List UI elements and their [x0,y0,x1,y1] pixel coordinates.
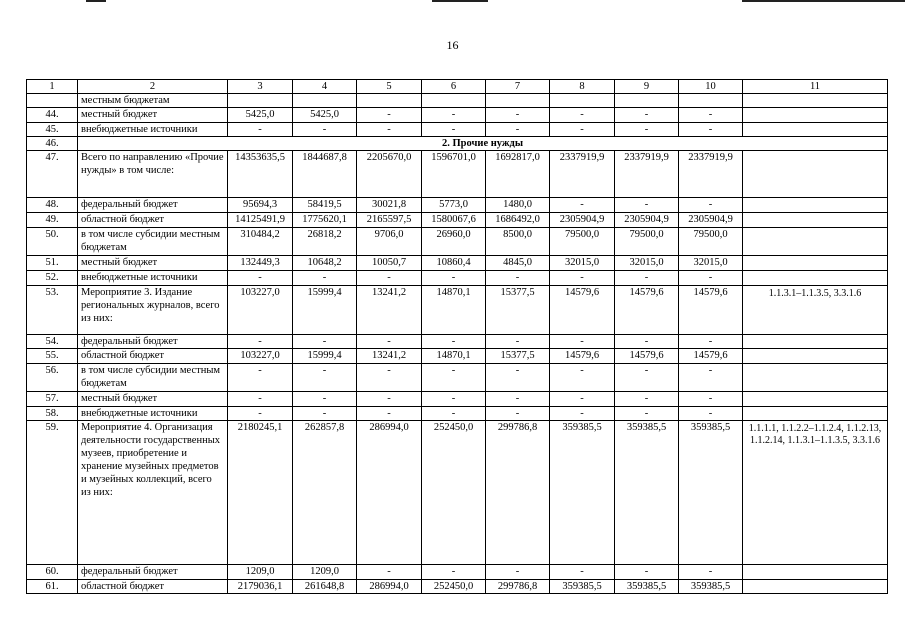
value-cell: 9706,0 [357,228,422,256]
reference-cell [743,364,888,392]
value-cell: - [422,364,486,392]
col-header-3: 3 [228,80,293,94]
col-header-8: 8 [550,80,615,94]
value-cell: - [679,198,743,213]
col-header-5: 5 [357,80,422,94]
value-cell: - [550,198,615,213]
col-header-7: 7 [486,80,550,94]
top-rule-right [742,0,905,2]
value-cell: 14870,1 [422,349,486,364]
value-cell: - [486,271,550,286]
value-cell: - [357,407,422,421]
table-row [27,565,888,580]
row-number: 49. [27,213,78,228]
reference-cell [743,407,888,421]
reference-cell [743,580,888,594]
value-cell: - [293,364,357,392]
reference-cell [743,213,888,228]
table-row [27,137,888,151]
value-cell: 13241,2 [357,286,422,335]
value-cell: - [679,392,743,407]
reference-cell [743,349,888,364]
table-row [27,213,888,228]
row-label: внебюджетные источники [78,123,228,137]
value-cell: - [228,364,293,392]
value-cell: 359385,5 [679,580,743,594]
value-cell [550,94,615,108]
value-cell: - [679,565,743,580]
value-cell: 79500,0 [615,228,679,256]
value-cell: 359385,5 [615,580,679,594]
value-cell: 1775620,1 [293,213,357,228]
row-label: Мероприятие 4. Организация деятельности государственных музеев, приобретение и хранение музейных предметов и музейных коллекций, всего из них: [78,421,228,565]
value-cell: 13241,2 [357,349,422,364]
budget-table [26,79,888,594]
value-cell: - [486,364,550,392]
value-cell: 30021,8 [357,198,422,213]
value-cell: 5425,0 [228,108,293,123]
row-number: 53. [27,286,78,335]
table-row [27,123,888,137]
col-header-9: 9 [615,80,679,94]
value-cell: 1580067,6 [422,213,486,228]
value-cell: - [550,108,615,123]
value-cell: 14125491,9 [228,213,293,228]
value-cell [486,94,550,108]
row-number: 51. [27,256,78,271]
row-label: областной бюджет [78,580,228,594]
value-cell: 95694,3 [228,198,293,213]
value-cell: - [679,335,743,349]
value-cell: - [615,108,679,123]
value-cell: 4845,0 [486,256,550,271]
value-cell: - [679,108,743,123]
value-cell: 32015,0 [679,256,743,271]
value-cell: 26818,2 [293,228,357,256]
value-cell: 359385,5 [550,421,615,565]
value-cell: 310484,2 [228,228,293,256]
value-cell: - [679,271,743,286]
value-cell: - [550,271,615,286]
top-rule-middle [432,0,488,2]
table-row [27,421,888,565]
value-cell: 26960,0 [422,228,486,256]
value-cell: - [550,335,615,349]
value-cell: 103227,0 [228,286,293,335]
table-row [27,228,888,256]
value-cell [228,94,293,108]
value-cell [357,94,422,108]
value-cell [679,94,743,108]
row-label: внебюджетные источники [78,407,228,421]
value-cell: 2337919,9 [679,151,743,198]
table-body [27,80,888,594]
value-cell: 261648,8 [293,580,357,594]
page-number: 16 [446,38,459,52]
col-header-2: 2 [78,80,228,94]
row-number: 54. [27,335,78,349]
row-number: 58. [27,407,78,421]
row-label: местный бюджет [78,392,228,407]
row-number: 61. [27,580,78,594]
value-cell: - [486,565,550,580]
row-number: 48. [27,198,78,213]
value-cell: 1209,0 [228,565,293,580]
value-cell: - [550,364,615,392]
value-cell: - [486,407,550,421]
value-cell: - [228,407,293,421]
value-cell: 2305904,9 [679,213,743,228]
value-cell: - [357,565,422,580]
col-header-11: 11 [743,80,888,94]
row-label: Мероприятие 3. Издание региональных журналов, всего из них: [78,286,228,335]
value-cell: 359385,5 [679,421,743,565]
value-cell: - [615,364,679,392]
value-cell: 2205670,0 [357,151,422,198]
reference-cell [743,335,888,349]
table-row [27,94,888,108]
value-cell: 15377,5 [486,349,550,364]
value-cell: - [550,123,615,137]
value-cell: 2305904,9 [615,213,679,228]
row-label: внебюджетные источники [78,271,228,286]
value-cell: - [293,407,357,421]
value-cell: - [486,335,550,349]
value-cell: - [293,335,357,349]
value-cell: 58419,5 [293,198,357,213]
row-label: местный бюджет [78,108,228,123]
col-header-1: 1 [27,80,78,94]
reference-cell [743,271,888,286]
reference-cell: 1.1.1.1, 1.1.2.2–1.1.2.4, 1.1.2.13, 1.1.2.14, 1.1.3.1–1.1.3.5, 3.3.1.6 [743,421,888,565]
table-row [27,407,888,421]
value-cell: - [422,407,486,421]
value-cell: - [615,565,679,580]
row-number: 44. [27,108,78,123]
value-cell: 32015,0 [550,256,615,271]
value-cell: - [550,407,615,421]
row-number: 56. [27,364,78,392]
value-cell: - [422,565,486,580]
value-cell: 14579,6 [550,349,615,364]
value-cell: 14579,6 [679,349,743,364]
value-cell: 2337919,9 [615,151,679,198]
value-cell: 286994,0 [357,421,422,565]
reference-cell [743,123,888,137]
value-cell: 10860,4 [422,256,486,271]
value-cell: 252450,0 [422,421,486,565]
value-cell: - [550,565,615,580]
value-cell: 8500,0 [486,228,550,256]
value-cell: - [486,108,550,123]
col-header-4: 4 [293,80,357,94]
value-cell: 14579,6 [550,286,615,335]
row-number: 47. [27,151,78,198]
value-cell: 286994,0 [357,580,422,594]
value-cell: - [615,123,679,137]
value-cell: - [228,335,293,349]
reference-cell [743,256,888,271]
value-cell: - [228,392,293,407]
row-number: 57. [27,392,78,407]
value-cell: - [422,271,486,286]
reference-cell [743,565,888,580]
value-cell: 299786,8 [486,421,550,565]
value-cell: 10050,7 [357,256,422,271]
value-cell: - [293,123,357,137]
value-cell: - [228,123,293,137]
value-cell [615,94,679,108]
value-cell: 1596701,0 [422,151,486,198]
table-row [27,392,888,407]
row-number [27,94,78,108]
value-cell: - [615,392,679,407]
table-row [27,151,888,198]
table-row [27,108,888,123]
row-label: Всего по направлению «Прочие нужды» в том числе: [78,151,228,198]
reference-cell [743,151,888,198]
value-cell: 359385,5 [615,421,679,565]
section-title: 2. Прочие нужды [78,137,888,151]
table-row [27,580,888,594]
value-cell: 252450,0 [422,580,486,594]
value-cell: - [422,108,486,123]
reference-cell: 1.1.3.1–1.1.3.5, 3.3.1.6 [743,286,888,335]
value-cell: - [550,392,615,407]
value-cell: - [357,364,422,392]
value-cell: 15377,5 [486,286,550,335]
value-cell: 132449,3 [228,256,293,271]
column-header-row [27,80,888,94]
row-label: местный бюджет [78,256,228,271]
value-cell: 262857,8 [293,421,357,565]
value-cell [293,94,357,108]
value-cell: 15999,4 [293,286,357,335]
value-cell: 14870,1 [422,286,486,335]
reference-cell [743,392,888,407]
value-cell: 299786,8 [486,580,550,594]
value-cell: - [422,123,486,137]
value-cell: - [357,123,422,137]
value-cell: - [422,392,486,407]
value-cell: 15999,4 [293,349,357,364]
row-label: в том числе субсидии местным бюджетам [78,228,228,256]
value-cell: - [357,271,422,286]
value-cell: 1480,0 [486,198,550,213]
table-row [27,198,888,213]
row-label: федеральный бюджет [78,565,228,580]
value-cell: - [357,392,422,407]
value-cell: 5425,0 [293,108,357,123]
value-cell: - [293,392,357,407]
top-rule-left [86,0,106,2]
value-cell: 14579,6 [679,286,743,335]
value-cell: 14579,6 [615,349,679,364]
table-row [27,286,888,335]
value-cell: - [422,335,486,349]
row-label: в том числе субсидии местным бюджетам [78,364,228,392]
row-number: 45. [27,123,78,137]
value-cell: - [615,271,679,286]
value-cell: 14579,6 [615,286,679,335]
row-label: федеральный бюджет [78,335,228,349]
table-row [27,349,888,364]
value-cell: 5773,0 [422,198,486,213]
value-cell: 1844687,8 [293,151,357,198]
value-cell [422,94,486,108]
col-header-10: 10 [679,80,743,94]
reference-cell [743,108,888,123]
value-cell: - [679,123,743,137]
row-label: местным бюджетам [78,94,228,108]
row-number: 52. [27,271,78,286]
value-cell: 1686492,0 [486,213,550,228]
value-cell: - [486,123,550,137]
table-row [27,364,888,392]
value-cell: 1692817,0 [486,151,550,198]
row-label: областной бюджет [78,213,228,228]
table-row [27,335,888,349]
value-cell: - [615,335,679,349]
value-cell: 2305904,9 [550,213,615,228]
value-cell: - [228,271,293,286]
table-row [27,271,888,286]
reference-cell [743,228,888,256]
value-cell: - [679,407,743,421]
value-cell: 1209,0 [293,565,357,580]
value-cell: 79500,0 [679,228,743,256]
row-number: 55. [27,349,78,364]
value-cell: - [357,335,422,349]
value-cell: 79500,0 [550,228,615,256]
value-cell: 2179036,1 [228,580,293,594]
value-cell: - [679,364,743,392]
value-cell: 2165597,5 [357,213,422,228]
row-label: федеральный бюджет [78,198,228,213]
row-number: 46. [27,137,78,151]
value-cell: - [486,392,550,407]
value-cell: - [615,407,679,421]
row-number: 59. [27,421,78,565]
value-cell: 2180245,1 [228,421,293,565]
reference-cell [743,198,888,213]
reference-cell [743,94,888,108]
value-cell: 32015,0 [615,256,679,271]
value-cell: - [293,271,357,286]
value-cell: 103227,0 [228,349,293,364]
row-label: областной бюджет [78,349,228,364]
row-number: 60. [27,565,78,580]
value-cell: 359385,5 [550,580,615,594]
value-cell: - [357,108,422,123]
value-cell: 2337919,9 [550,151,615,198]
row-number: 50. [27,228,78,256]
value-cell: 10648,2 [293,256,357,271]
value-cell: 14353635,5 [228,151,293,198]
value-cell: - [615,198,679,213]
col-header-6: 6 [422,80,486,94]
table-row [27,256,888,271]
